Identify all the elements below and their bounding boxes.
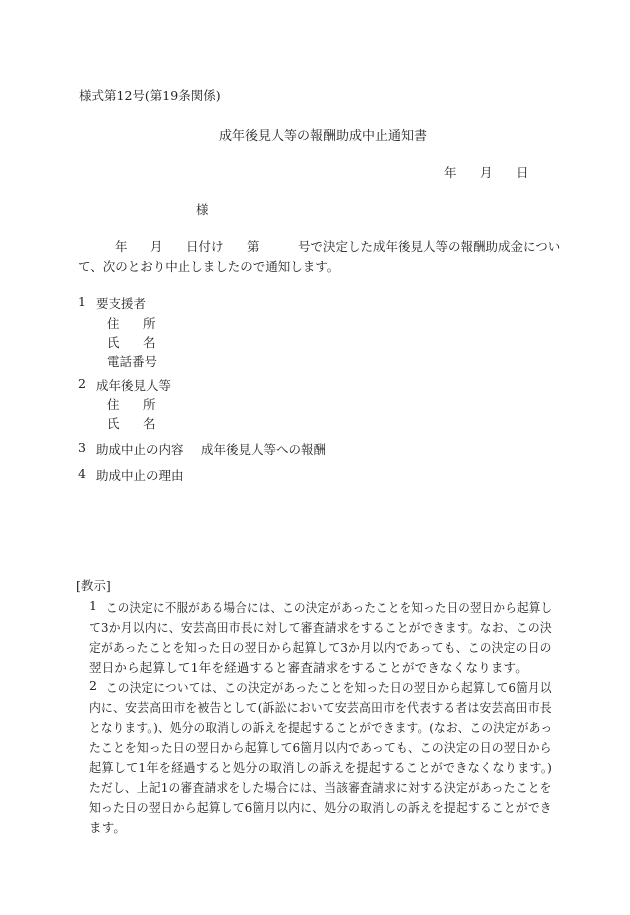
item-2-name: 氏 名 bbox=[107, 416, 156, 431]
notice-item-2-number: 2 bbox=[89, 678, 97, 693]
issue-date bbox=[444, 163, 529, 181]
notice-item-2-line: この決定については、この決定があったことを知った日の翌日から起算して6箇月以 bbox=[106, 680, 552, 695]
intro-no-prefix: 第 bbox=[247, 239, 260, 254]
item-1-number: 1 bbox=[78, 294, 86, 309]
form-number: 様式第12号(第19条関係) bbox=[79, 88, 221, 103]
notice-item-1-line: て3か月以内に、安芸高田市長に対して審査請求をすることができます。なお、この決 bbox=[89, 620, 552, 635]
date-day: 日 bbox=[516, 165, 529, 180]
date-year: 年 bbox=[444, 165, 457, 180]
item-2-label: 成年後見人等 bbox=[96, 378, 172, 393]
addressee-suffix: 様 bbox=[196, 202, 209, 217]
item-3-label: 助成中止の内容 bbox=[96, 442, 184, 457]
notice-item-1-line: この決定に不服がある場合には、この決定があったことを知った日の翌日から起算し bbox=[106, 600, 553, 615]
document-title: 成年後見人等の報酬助成中止通知書 bbox=[219, 129, 428, 144]
notice-item-1-line: 定があったことを知った日の翌日から起算して3か月以内であっても、この決定の日の bbox=[89, 640, 552, 655]
item-3-number: 3 bbox=[78, 440, 86, 455]
intro-line-1 bbox=[115, 237, 561, 255]
item-1-phone: 電話番号 bbox=[107, 354, 158, 369]
notice-item-1-number: 1 bbox=[89, 598, 97, 613]
notice-item-2-line: 内に、安芸高田市を被告として(訴訟において安芸高田市を代表する者は安芸高田市長 bbox=[89, 700, 552, 715]
item-2-number: 2 bbox=[78, 376, 86, 391]
intro-month: 月 bbox=[150, 239, 163, 254]
notice-item-2-line: 知った日の翌日から起算して6箇月以内に、処分の取消しの訴えを提起することができ bbox=[89, 800, 552, 815]
item-1-label: 要支援者 bbox=[96, 296, 147, 311]
item-3-value: 成年後見人等への報酬 bbox=[201, 442, 327, 457]
notice-item-2-line: ます。 bbox=[89, 820, 127, 835]
intro-rest: 号で決定した成年後見人等の報酬助成金につい bbox=[298, 239, 561, 254]
intro-year: 年 bbox=[115, 239, 128, 254]
notice-item-2-line: となります。)、処分の取消しの訴えを提起することができます。(なお、この決定があっ bbox=[89, 720, 553, 735]
appeal-notice-header: [教示] bbox=[76, 578, 111, 593]
notice-item-2-line: 起算して1年を経過すると処分の取消しの訴えを提起することができなくなります。) bbox=[89, 760, 553, 775]
notice-item-2-line: ただし、上記1の審査請求をした場合には、当該審査請求に対する決定があったことを bbox=[89, 780, 552, 795]
item-1-address: 住 所 bbox=[107, 316, 156, 331]
item-4-number: 4 bbox=[78, 466, 86, 481]
item-2-address: 住 所 bbox=[107, 397, 156, 412]
item-1-name: 氏 名 bbox=[107, 335, 156, 350]
intro-day: 日付け bbox=[186, 239, 224, 254]
notice-item-2-line: たことを知った日の翌日から起算して6箇月以内であっても、この決定の日の翌日から bbox=[89, 740, 552, 755]
item-4-label: 助成中止の理由 bbox=[96, 468, 184, 483]
intro-line-2: て、次のとおり中止しましたので通知します。 bbox=[78, 259, 340, 274]
date-month: 月 bbox=[480, 165, 493, 180]
notice-item-1-line: 翌日から起算して1年を経過すると審査請求をすることができなくなります。 bbox=[89, 660, 528, 675]
